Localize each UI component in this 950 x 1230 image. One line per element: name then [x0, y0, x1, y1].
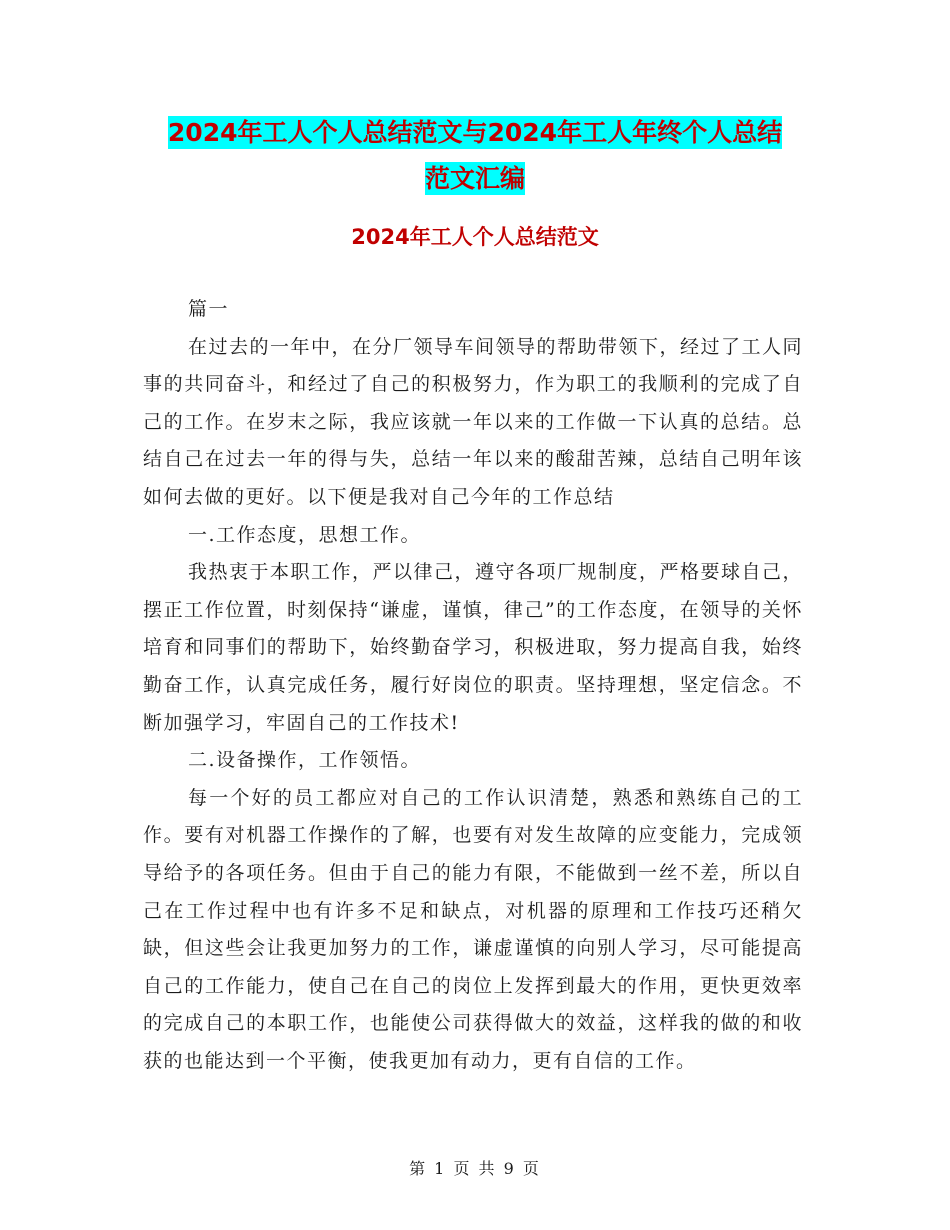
document-body — [143, 291, 803, 1080]
paragraph: 在过去的一年中，在分厂领导车间领导的帮助带领下，经过了工人同事的共同奋斗，和经过了自己的积极努力，作为职工的我顺利的完成了自己的工作。在岁末之际，我应该就一年以来的工作做一下认真的总结。总结自己在过去一年的得与失，总结一年以来的酸甜苦辣，总结自己明年该如何去做的更好。以下便是我对自己今年的工作总结 — [143, 335, 804, 508]
paragraph: 一.工作态度，思想工作。 — [188, 523, 422, 546]
title-line-2: 范文汇编 — [424, 164, 525, 193]
page-footer: 第 1 页 共 9 页 — [409, 1159, 541, 1178]
section-title: 2024年工人个人总结范文 — [351, 225, 599, 249]
paragraph: 二.设备操作，工作领悟。 — [188, 749, 422, 772]
title-line-1: 2024年工人个人总结范文与2024年工人年终个人总结 — [167, 118, 783, 147]
paragraph: 篇一 — [188, 298, 230, 320]
paragraph: 我热衷于本职工作，严以律己，遵守各项厂规制度，严格要球自己，摆正工作位置，时刻保持“谦虚，谨慎，律己”的工作态度，在领导的关怀培育和同事们的帮助下，始终勤奋学习，积极进取，努力提高自我，始终勤奋工作，认真完成任务，履行好岗位的职责。坚持理想，坚定信念。不断加强学习，牢固自己的工作技术! — [143, 561, 804, 734]
document-title — [0, 110, 950, 202]
paragraph: 每一个好的员工都应对自己的工作认识清楚，熟悉和熟练自己的工作。要有对机器工作操作的了解，也要有对发生故障的应变能力，完成领导给予的各项任务。但由于自己的能力有限，不能做到一丝不差，所以自己在工作过程中也有许多不足和缺点，对机器的原理和工作技巧还稍欠缺，但这些会让我更加努力的工作，谦虚谨慎的向别人学习，尽可能提高自己的工作能力，使自己在自己的岗位上发挥到最大的作用，更快更效率的完成自己的本职工作，也能使公司获得做大的效益，这样我的做的和收获的也能达到一个平衡，使我更加有动力，更有自信的工作。 — [143, 786, 803, 1072]
